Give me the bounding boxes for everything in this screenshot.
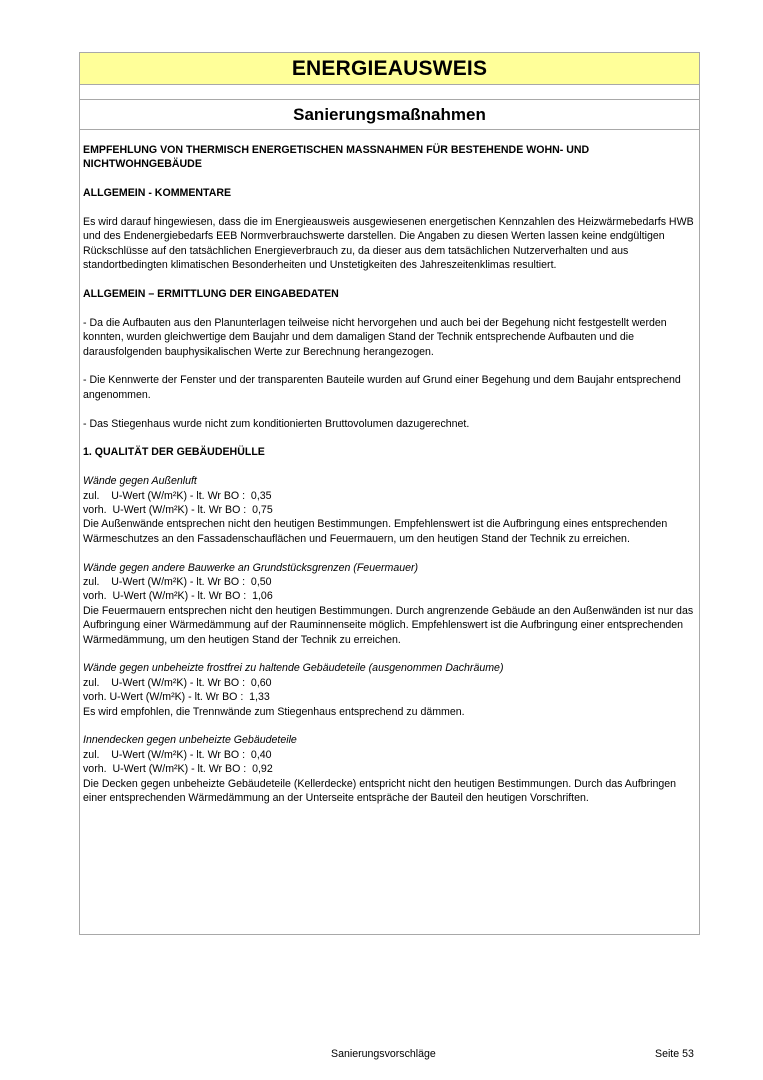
section-title: Innendecken gegen unbeheizte Gebäudeteile	[83, 734, 297, 747]
section-zul-value: zul. U-Wert (W/m²K) - lt. Wr BO : 0,60	[83, 676, 272, 689]
main-heading: EMPFEHLUNG VON THERMISCH ENERGETISCHEN MASSNAHMEN FÜR BESTEHENDE WOHN- UND NICHTWOHNGEBÄUDE	[83, 144, 590, 171]
footer-center-label: Sanierungsvorschläge	[331, 1048, 436, 1060]
section-text: Die Feuermauern entsprechen nicht den heutigen Bestimmungen. Durch angrenzende Gebäude an den Außenwänden ist nur das Aufbringung einer Wärmedämmung auf der Rauminnenseite möglich. Empfehlenswert ist die Aufbringung einer entsprechenden Wärmedämmung, um den heutigen Stand der Technik zu erreichen.	[83, 604, 694, 646]
document-title: ENERGIEAUSWEIS	[80, 53, 699, 85]
section-vorh-value: vorh. U-Wert (W/m²K) - lt. Wr BO : 1,06	[83, 590, 273, 603]
envelope-heading: 1. QUALITÄT DER GEBÄUDEHÜLLE	[83, 446, 265, 459]
section-title: Wände gegen andere Bauwerke an Grundstücksgrenzen (Feuermauer)	[83, 561, 419, 574]
section-vorh-value: vorh. U-Wert (W/m²K) - lt. Wr BO : 1,33	[83, 691, 270, 704]
input-data-heading: ALLGEMEIN – ERMITTLUNG DER EINGABEDATEN	[83, 288, 339, 301]
spacer-row	[80, 85, 699, 100]
section-title: Wände gegen unbeheizte frostfrei zu haltende Gebäudeteile (ausgenommen Dachräume)	[83, 662, 504, 675]
section-zul-value: zul. U-Wert (W/m²K) - lt. Wr BO : 0,50	[83, 576, 272, 589]
input-data-item: - Das Stiegenhaus wurde nicht zum konditionierten Bruttovolumen dazugerechnet.	[83, 417, 470, 430]
section-title: Wände gegen Außenluft	[83, 475, 197, 488]
input-data-item: - Da die Aufbauten aus den Planunterlagen teilweise nicht hervorgehen und auch bei der Begehung nicht festgestellt werden konnten, wurden gleichwertige dem Baujahr und dem damaligen Stand der Technik entsprechende Aufbauten und die darausfolgenden bauphysikalischen Werte zur Berechnung herangezogen.	[83, 316, 667, 358]
general-comments-heading: ALLGEMEIN - KOMMENTARE	[83, 187, 232, 200]
section-vorh-value: vorh. U-Wert (W/m²K) - lt. Wr BO : 0,92	[83, 763, 273, 776]
section-text: Die Außenwände entsprechen nicht den heutigen Bestimmungen. Empfehlenswert ist die Aufbringung eines entsprechenden Wärmeschutzes an den Fassadenschauflächen und Feuermauern, um den heutigen Stand der Technik zu erreichen.	[83, 518, 668, 545]
section-zul-value: zul. U-Wert (W/m²K) - lt. Wr BO : 0,35	[83, 489, 272, 502]
footer-page-number: Seite 53	[655, 1048, 694, 1060]
section-text: Die Decken gegen unbeheizte Gebäudeteile (Kellerdecke) entspricht nicht den heutigen Bestimmungen. Durch das Aufbringen einer entsprechenden Wärmedämmung an der Unterseite entspräche der Bauteil den heutigen Vorschriften.	[83, 777, 677, 805]
general-comments-text: Es wird darauf hingewiesen, dass die im Energieausweis ausgewiesenen energetischen Kennzahlen des Heizwärmebedarfs HWB und des Endenergiebedarfs EEB Normverbrauchswerte darstellen. Die Angaben zu diesen Werten lassen keine endgültigen Rückschlüsse auf den tatsächlichen Energieverbrauch zu, da dieser aus dem tatsächlichen Nutzerverhalten und aus standortbedingten klimatischen Besonderheiten und Unstetigkeiten des Jahreszeitenklimas resultiert.	[83, 216, 694, 272]
document-subtitle: Sanierungsmaßnahmen	[80, 100, 699, 130]
section-text: Es wird empfohlen, die Trennwände zum Stiegenhaus entsprechend zu dämmen.	[83, 705, 465, 718]
content-body	[80, 130, 699, 806]
input-data-item: - Die Kennwerte der Fenster und der transparenten Bauteile wurden auf Grund einer Begehung und dem Baujahr entsprechend angenommen.	[83, 374, 681, 401]
document-frame	[79, 52, 700, 935]
section-zul-value: zul. U-Wert (W/m²K) - lt. Wr BO : 0,40	[83, 748, 272, 761]
section-vorh-value: vorh. U-Wert (W/m²K) - lt. Wr BO : 0,75	[83, 504, 273, 517]
